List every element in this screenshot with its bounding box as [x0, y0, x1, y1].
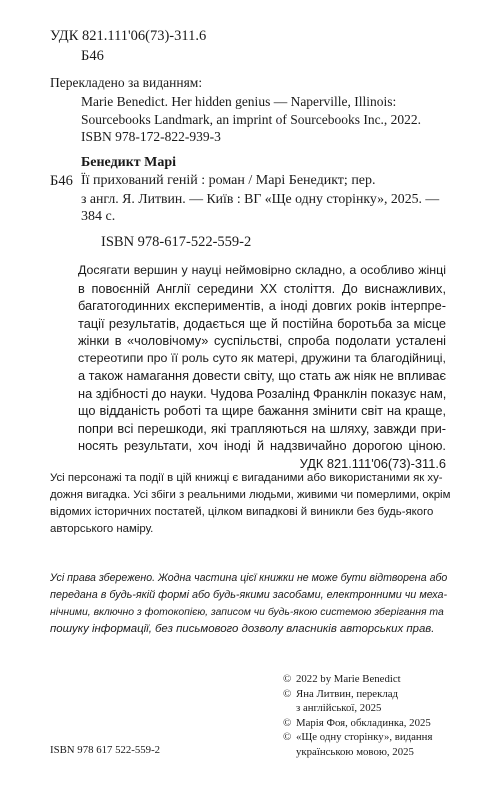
- annotation-line: на здібності до науки. Чудова Розалінд Франклін показує нам,: [78, 385, 447, 401]
- annotation-line: тації результатів, додається ще й постійна боротьба за місце: [78, 315, 446, 331]
- annotation-line: в повоєнній Англії середини ХХ століття. До виснажливих,: [78, 280, 446, 296]
- isbn-main: ISBN 978-617-522-559-2: [101, 234, 252, 250]
- annotation-line: носять результати, хоч іноді й надзвичайно дорогою ціною.: [78, 438, 446, 453]
- bib-line: з англ. Я. Литвин. — Київ : ВГ «Ще одну сторінку», 2025. —: [81, 191, 440, 206]
- copyright-item-author: [283, 672, 463, 687]
- copyright-item-cover: [283, 716, 463, 731]
- bbk-code: Б46: [81, 48, 104, 64]
- copyright-list: [283, 672, 463, 759]
- disclaimer-line: авторського наміру.: [50, 523, 154, 535]
- rights-line: нічними, включно з фотокопією, записом чи будь-якою системою зберігання та: [50, 607, 444, 618]
- annotation-line: попри всі перешкоди, які трапляються на шляху, завжди при-: [78, 420, 446, 436]
- annotation-line: Досягати вершин у науці неймовірно складно, а особливо жінці: [78, 263, 446, 277]
- fiction-disclaimer: [50, 470, 450, 538]
- copyright-line: «Ще одну сторінку», видання: [296, 731, 433, 743]
- translated-from-label: Перекладено за виданням:: [50, 75, 203, 90]
- book-annotation: [78, 262, 446, 472]
- original-isbn: ISBN 978-172-822-939-3: [81, 129, 221, 144]
- udk-code: УДК 821.111'06(73)-311.6: [50, 28, 207, 44]
- disclaimer-line: дожня вигадка. Усі збіги з реальними людьми, живими чи померлими, окрім: [50, 489, 451, 501]
- original-edition-line: Marie Benedict. Her hidden genius — Naperville, Illinois:: [81, 94, 397, 109]
- copyright-symbol: ©: [283, 687, 292, 700]
- copyright-item-translator: [283, 687, 463, 716]
- rights-line: передана в будь-якій формі або будь-якими засобами, електронними чи меха-: [50, 589, 448, 601]
- disclaimer-line: відомих історичних постатей, цілком випадкові й виникли без будь-якого: [50, 506, 434, 518]
- original-edition-info: [81, 93, 441, 146]
- copyright-line: Яна Литвин, переклад: [296, 687, 399, 700]
- copyright-item-publisher: [283, 730, 463, 759]
- copyright-line: українською мовою, 2025: [296, 745, 414, 758]
- annotation-line: а також намагання довести світу, що стать аж ніяк не впливає: [78, 368, 446, 383]
- bib-line: Її прихований геній : роман / Марі Бенедикт; пер.: [81, 173, 376, 188]
- annotation-line: багатогодинних експериментів, а іноді довгих років інтерпре-: [78, 298, 446, 313]
- rights-line: Усі права збережено. Жодна частина цієї книжки не може бути відтворена або: [50, 572, 448, 584]
- bib-line: 384 с.: [81, 209, 116, 224]
- bibliographic-description: [81, 172, 441, 226]
- disclaimer-line: Усі персонажі та події в цій книжці є вигаданими або використаними як ху-: [50, 472, 443, 484]
- rights-line: пошуку інформації, без письмового дозволу власників авторських прав.: [50, 623, 435, 635]
- copyright-symbol: ©: [283, 673, 292, 685]
- copyright-symbol: ©: [283, 731, 292, 743]
- annotation-line: стереотипи про її роль суто як матері, дружини та благодійниці,: [78, 350, 446, 365]
- author-mark: Б46: [50, 173, 73, 189]
- annotation-line: що відданість роботі та щире бажання змінити світ на краще,: [78, 403, 446, 418]
- copyright-line: Марія Фоя, обкладинка, 2025: [296, 716, 431, 729]
- author-heading: Бенедикт Марі: [81, 155, 177, 170]
- copyright-symbol: ©: [283, 716, 292, 729]
- rights-reserved-notice: [50, 570, 450, 638]
- annotation-line: жінки в «чоловічому» суспільстві, спроба подолати усталені: [78, 333, 446, 348]
- original-edition-line: Sourcebooks Landmark, an imprint of Sourcebooks Inc., 2022.: [81, 111, 422, 127]
- annotation-udk: УДК 821.111'06(73)-311.6: [299, 455, 446, 471]
- copyright-line: 2022 by Marie Benedict: [296, 673, 401, 685]
- copyright-line: з англійської, 2025: [296, 702, 382, 714]
- isbn-bottom: ISBN 978 617 522-559-2: [50, 744, 161, 756]
